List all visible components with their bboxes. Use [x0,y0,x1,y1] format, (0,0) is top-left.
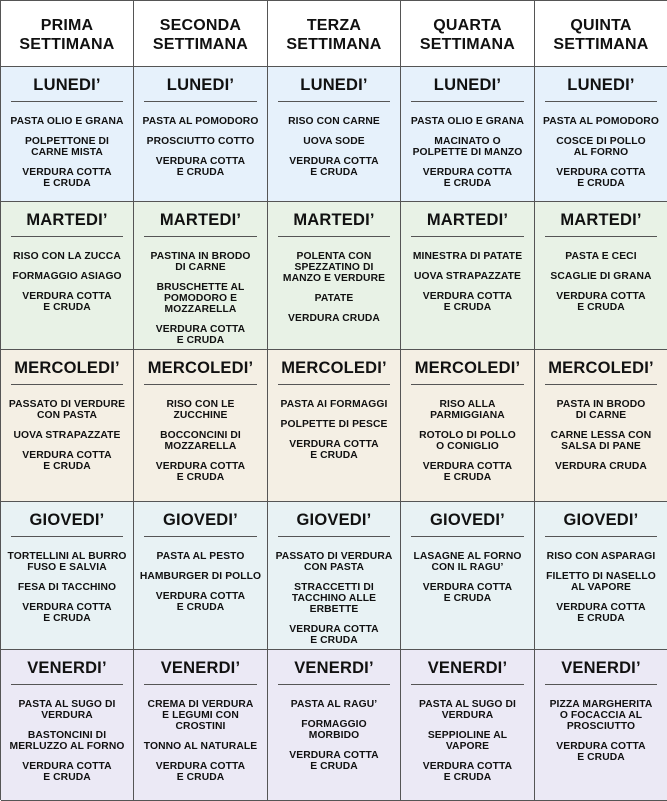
dish-list [272,699,396,772]
dish-item: VERDURA COTTA E CRUDA [556,602,646,624]
dish-item: RISO CON LA ZUCCA [13,251,121,262]
dish-item: PASTA OLIO E GRANA [410,116,525,127]
dish-item: VERDURA COTTA E CRUDA [155,761,246,783]
dish-item: PASTA AL SUGO DI VERDURA [18,699,116,721]
dish-item: RISO CON CARNE [288,116,380,127]
dish-item: VERDURA COTTA E CRUDA [155,461,246,483]
dish-item: VERDURA COTTA E CRUDA [22,602,112,624]
day-name: VENERDI’ [11,658,123,685]
menu-cell-martedi-week-2 [134,202,268,350]
dish-item: PASTA AL PESTO [156,551,245,562]
day-name: MARTEDI’ [545,210,657,237]
day-name: GIOVEDI’ [11,510,123,537]
dish-item: PASTA AL POMODORO [142,116,259,127]
dish-item: PASTA OLIO E GRANA [10,116,124,127]
menu-cell-venerdi-week-1 [1,650,134,801]
day-name: LUNEDI’ [278,75,390,102]
dish-item: RISO CON ASPARAGI [546,551,656,562]
dish-list [272,399,396,461]
dish-item: BASTONCINI DI MERLUZZO AL FORNO [9,730,125,752]
menu-cell-mercoledi-week-4 [401,350,535,502]
day-name: LUNEDI’ [144,75,257,102]
day-name: MERCOLEDI’ [144,358,257,385]
day-name: MERCOLEDI’ [545,358,657,385]
dish-item: TONNO AL NATURALE [143,741,258,752]
dish-list [138,251,263,346]
dish-item: LASAGNE AL FORNO CON IL RAGU’ [413,551,522,573]
dish-item: SEPPIOLINE AL VAPORE [427,730,508,752]
dish-list [138,699,263,783]
dish-item: PASSATO DI VERDURE CON PASTA [8,399,126,421]
menu-cell-venerdi-week-5 [535,650,667,801]
dish-item: PASTA AL POMODORO [543,116,659,127]
dish-item: UOVA SODE [303,136,365,147]
dish-item: PASTA AL RAGU’ [290,699,378,710]
day-name: VENERDI’ [411,658,524,685]
dish-item: RISO CON LE ZUCCHINE [166,399,235,421]
dish-list [138,551,263,613]
day-name: GIOVEDI’ [278,510,390,537]
dish-item: VERDURA COTTA E CRUDA [289,439,379,461]
dish-list [405,551,530,604]
dish-item: POLPETTE DI PESCE [280,419,388,430]
dish-list [272,551,396,646]
dish-list [539,699,663,763]
dish-item: VERDURA COTTA E CRUDA [155,324,246,346]
dish-item: VERDURA COTTA E CRUDA [155,156,246,178]
menu-cell-martedi-week-1 [1,202,134,350]
dish-item: CREMA DI VERDURA E LEGUMI CON CROSTINI [147,699,254,732]
dish-item: ROTOLO DI POLLO O CONIGLIO [419,430,516,452]
dish-list [539,251,663,313]
week-header-1: PRIMA SETTIMANA [1,1,134,67]
dish-item: HAMBURGER DI POLLO [139,571,262,582]
dish-list [5,116,129,189]
menu-cell-mercoledi-week-3 [268,350,401,502]
dish-item: POLENTA CON SPEZZATINO DI MANZO E VERDURE [282,251,386,284]
dish-list [405,251,530,313]
dish-item: FESA DI TACCHINO [17,582,117,593]
menu-cell-giovedi-week-1 [1,502,134,650]
menu-cell-martedi-week-5 [535,202,667,350]
day-name: GIOVEDI’ [411,510,524,537]
dish-item: POLPETTONE DI CARNE MISTA [24,136,110,158]
dish-item: VERDURA COTTA E CRUDA [422,582,513,604]
dish-item: COSCE DI POLLO AL FORNO [556,136,646,158]
week-header-4: QUARTA SETTIMANA [401,1,535,67]
dish-list [5,251,129,313]
menu-cell-lunedi-week-4 [401,67,535,202]
dish-item: FILETTO DI NASELLO AL VAPORE [546,571,656,593]
dish-item: FORMAGGIO ASIAGO [12,271,122,282]
dish-item: MINESTRA DI PATATE [412,251,523,262]
day-name: VENERDI’ [278,658,390,685]
day-name: MERCOLEDI’ [278,358,390,385]
dish-item: VERDURA COTTA E CRUDA [155,591,246,613]
dish-item: PASTA AI FORMAGGI [280,399,388,410]
dish-item: UOVA STRAPAZZATE [13,430,121,441]
week-header-3: TERZA SETTIMANA [268,1,401,67]
week-header-5: QUINTA SETTIMANA [535,1,667,67]
menu-cell-venerdi-week-4 [401,650,535,801]
dish-item: VERDURA COTTA E CRUDA [422,761,513,783]
menu-cell-martedi-week-3 [268,202,401,350]
day-name: GIOVEDI’ [144,510,257,537]
dish-item: BRUSCHETTE AL POMODORO E MOZZARELLA [156,282,245,315]
dish-list [539,399,663,472]
dish-item: VERDURA COTTA E CRUDA [22,450,112,472]
dish-item: UOVA STRAPAZZATE [413,271,522,282]
dish-list [138,399,263,483]
menu-cell-lunedi-week-3 [268,67,401,202]
dish-list [405,699,530,783]
day-name: MERCOLEDI’ [411,358,524,385]
menu-cell-lunedi-week-5 [535,67,667,202]
dish-list [272,251,396,324]
dish-list [539,116,663,189]
menu-cell-mercoledi-week-5 [535,350,667,502]
dish-item: PASTA AL SUGO DI VERDURA [419,699,516,721]
dish-item: PASTA E CECI [565,251,637,262]
menu-cell-martedi-week-4 [401,202,535,350]
day-name: MARTEDI’ [11,210,123,237]
menu-cell-lunedi-week-1 [1,67,134,202]
dish-list [5,699,129,783]
menu-cell-giovedi-week-4 [401,502,535,650]
dish-list [272,116,396,178]
day-name: LUNEDI’ [11,75,123,102]
dish-item: CARNE LESSA CON SALSA DI PANE [550,430,652,452]
menu-cell-lunedi-week-2 [134,67,268,202]
dish-item: VERDURA COTTA E CRUDA [22,761,112,783]
dish-list [138,116,263,178]
dish-item: VERDURA COTTA E CRUDA [556,291,646,313]
menu-cell-mercoledi-week-1 [1,350,134,502]
week-header-2: SECONDA SETTIMANA [134,1,268,67]
dish-item: VERDURA COTTA E CRUDA [556,167,646,189]
dish-item: PROSCIUTTO COTTO [146,136,255,147]
dish-item: VERDURA CRUDA [288,313,380,324]
dish-item: VERDURA COTTA E CRUDA [422,167,513,189]
menu-cell-venerdi-week-3 [268,650,401,801]
dish-list [405,116,530,189]
menu-cell-giovedi-week-3 [268,502,401,650]
menu-cell-mercoledi-week-2 [134,350,268,502]
day-name: VENERDI’ [144,658,257,685]
dish-item: FORMAGGIO MORBIDO [301,719,367,741]
dish-item: PASSATO DI VERDURA CON PASTA [275,551,393,573]
dish-item: VERDURA COTTA E CRUDA [289,624,379,646]
dish-item: VERDURA COTTA E CRUDA [556,741,646,763]
dish-list [405,399,530,483]
dish-item: PIZZA MARGHERITA O FOCACCIA AL PROSCIUTTO [549,699,653,732]
dish-item: TORTELLINI AL BURRO FUSO E SALVIA [7,551,127,573]
day-name: LUNEDI’ [411,75,524,102]
dish-list [5,551,129,624]
dish-item: SCAGLIE DI GRANA [550,271,652,282]
dish-item: VERDURA COTTA E CRUDA [422,291,513,313]
dish-list [5,399,129,472]
dish-item: VERDURA COTTA E CRUDA [22,167,112,189]
day-name: MERCOLEDI’ [11,358,123,385]
day-name: LUNEDI’ [545,75,657,102]
day-name: MARTEDI’ [144,210,257,237]
menu-cell-giovedi-week-5 [535,502,667,650]
dish-item: PASTA IN BRODO DI CARNE [556,399,646,421]
dish-item: PASTINA IN BRODO DI CARNE [150,251,251,273]
dish-item: VERDURA COTTA E CRUDA [422,461,513,483]
dish-item: STRACCETTI DI TACCHINO ALLE ERBETTE [291,582,377,615]
dish-item: VERDURA COTTA E CRUDA [289,750,379,772]
dish-item: PATATE [314,293,354,304]
dish-item: VERDURA COTTA E CRUDA [22,291,112,313]
day-name: MARTEDI’ [411,210,524,237]
dish-list [539,551,663,624]
dish-item: RISO ALLA PARMIGGIANA [430,399,505,421]
menu-cell-venerdi-week-2 [134,650,268,801]
dish-item: VERDURA CRUDA [555,461,647,472]
dish-item: MACINATO O POLPETTE DI MANZO [412,136,523,158]
dish-item: VERDURA COTTA E CRUDA [289,156,379,178]
menu-cell-giovedi-week-2 [134,502,268,650]
day-name: VENERDI’ [545,658,657,685]
day-name: GIOVEDI’ [545,510,657,537]
dish-item: BOCCONCINI DI MOZZARELLA [160,430,241,452]
day-name: MARTEDI’ [278,210,390,237]
